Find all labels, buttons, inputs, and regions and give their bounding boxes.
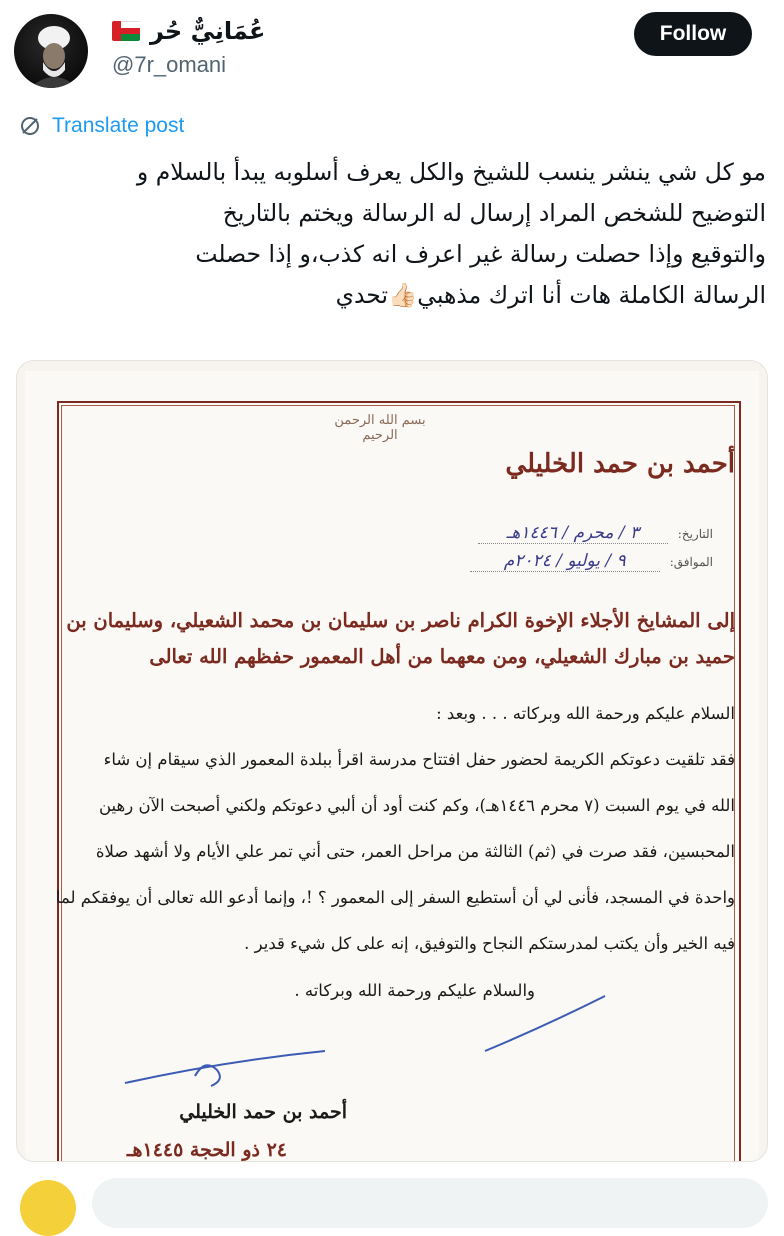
author-avatar[interactable]	[14, 14, 88, 88]
post-text-line: التوضيح للشخص المراد إرسال له الرسالة ويختم بالتاريخ	[222, 199, 766, 227]
post-media-image[interactable]	[16, 360, 768, 1162]
post-text	[20, 152, 766, 316]
letter-basmala: بسم الله الرحمن الرحيم	[334, 413, 426, 443]
signature-stroke-icon	[25, 371, 759, 1161]
letter-recipients-line: إلى المشايخ الأجلاء الإخوة الكرام ناصر بن سليمان بن محمد الشعيلي، وسليمان بن	[66, 609, 735, 632]
letter-date-label: التاريخ:	[677, 526, 713, 541]
letter-body-line: واحدة في المسجد، فأنى لي أن أستطيع السفر إلى المعمور ؟ !، وإنما أدعو الله تعالى أن يوفقكم لما	[55, 888, 735, 907]
post-text-line: والتوقيع وإذا حصلت رسالة غير اعرف انه كذب،و إذا حصلت	[195, 240, 766, 268]
letter-greeting: السلام عليكم ورحمة الله وبركاته . . . وبعد :	[436, 704, 735, 723]
letter-signature-date: ٢٤ ذو الحجة ١٤٤٥هـ	[126, 1139, 287, 1161]
letter-recipients-line: حميد بن مبارك الشعيلي، ومن معهما من أهل المعمور حفظهم الله تعالى	[149, 645, 735, 668]
portrait-image	[14, 14, 88, 88]
letter-closing: والسلام عليكم ورحمة الله وبركاته .	[294, 981, 535, 1000]
letter-body-line: المحبسين، فقد صرت في (ثم) الثالثة من مراحل العمر، حتى أني تمر علي الأيام ولا أشهد صلاة	[95, 842, 735, 861]
letter-paper	[25, 371, 759, 1161]
letter-body-line: فقد تلقيت دعوتكم الكريمة لحضور حفل افتتاح مدرسة اقرأ ببلدة المعمور الذي سيقام إن شاء	[103, 750, 735, 769]
letter-letterhead: أحمد بن حمد الخليلي	[505, 449, 735, 479]
author-handle[interactable]: @7r_omani	[112, 52, 227, 77]
letter-corresponding-label: الموافق:	[669, 554, 713, 569]
post-text-line: الرسالة الكاملة هات أنا اترك مذهبي👍🏻تحدي	[335, 281, 766, 309]
oman-flag-icon	[112, 21, 140, 41]
translate-post-link[interactable]	[18, 114, 184, 138]
author-name-row[interactable]	[112, 14, 265, 48]
letter-date-value: ٣ / محرم / ١٤٤٦هـ	[478, 523, 668, 544]
translate-post-label[interactable]: Translate post	[52, 114, 185, 137]
translate-icon	[18, 114, 42, 138]
letter-corresponding-value: ٩ / يوليو / ٢٠٢٤م	[470, 551, 660, 572]
post-text-line: مو كل شي ينشر ينسب للشيخ والكل يعرف أسلوبه يبدأ بالسلام و	[136, 158, 766, 186]
letter-body-line: فيه الخير وأن يكتب لمدرستكم النجاح والتوفيق، إنه على كل شيء قدير .	[244, 934, 735, 953]
follow-button[interactable]: Follow	[634, 12, 752, 56]
letter-body-line: الله في يوم السبت (٧ محرم ١٤٤٦هـ)، وكم كنت أود أن ألبي دعوتكم ولكني أصبحت الآن رهين	[99, 796, 735, 815]
reply-user-avatar[interactable]	[20, 1180, 76, 1236]
reply-input[interactable]	[92, 1178, 768, 1228]
author-display-name[interactable]: عُمَانِيٌّ حُر	[150, 17, 266, 45]
letter-signature-name: أحمد بن حمد الخليلي	[179, 1101, 347, 1123]
